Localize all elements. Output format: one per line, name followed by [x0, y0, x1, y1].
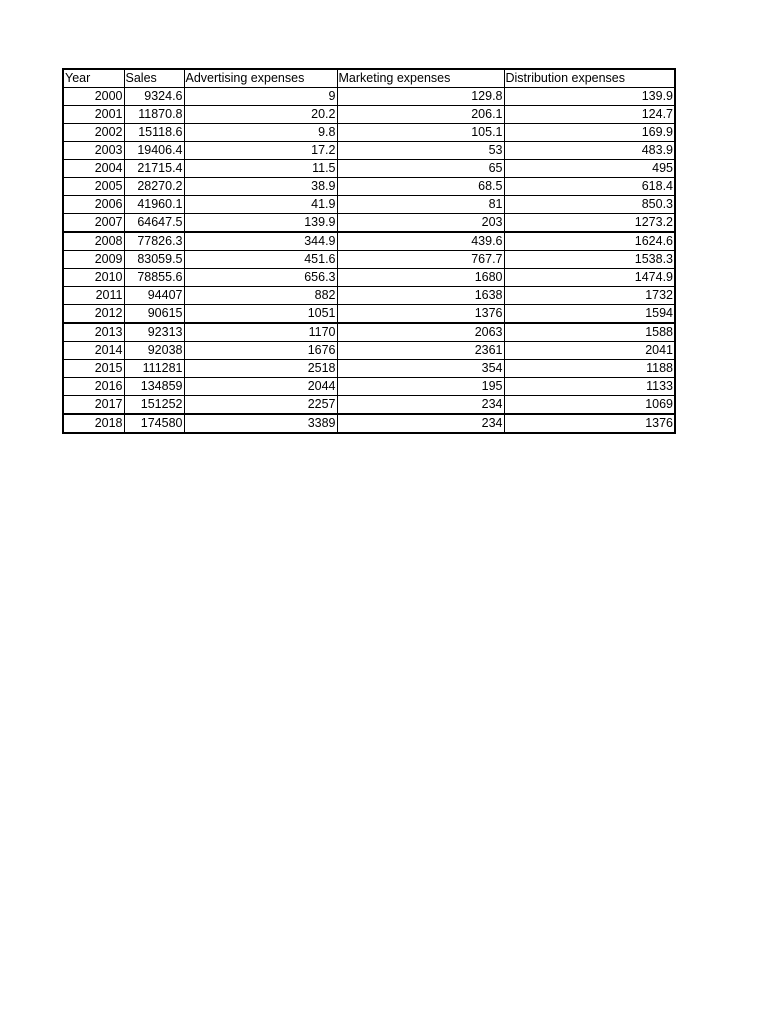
- advertising-cell[interactable]: 11.5: [184, 160, 337, 178]
- marketing-cell[interactable]: 2063: [337, 323, 504, 342]
- distribution-cell[interactable]: 1133: [504, 378, 675, 396]
- year-cell[interactable]: 2016: [63, 378, 124, 396]
- distribution-cell[interactable]: 1588: [504, 323, 675, 342]
- advertising-cell[interactable]: 139.9: [184, 214, 337, 233]
- marketing-cell[interactable]: 53: [337, 142, 504, 160]
- marketing-cell[interactable]: 81: [337, 196, 504, 214]
- sales-cell[interactable]: 90615: [124, 305, 184, 324]
- year-cell[interactable]: 2007: [63, 214, 124, 233]
- distribution-cell[interactable]: 1188: [504, 360, 675, 378]
- year-cell[interactable]: 2010: [63, 269, 124, 287]
- sales-cell[interactable]: 64647.5: [124, 214, 184, 233]
- marketing-cell[interactable]: 129.8: [337, 88, 504, 106]
- year-cell[interactable]: 2017: [63, 396, 124, 415]
- year-cell[interactable]: 2000: [63, 88, 124, 106]
- header-row: [63, 69, 675, 88]
- distribution-cell[interactable]: 1594: [504, 305, 675, 324]
- marketing-cell[interactable]: 2361: [337, 342, 504, 360]
- year-cell[interactable]: 2001: [63, 106, 124, 124]
- marketing-cell[interactable]: 1638: [337, 287, 504, 305]
- table-row: [63, 106, 675, 124]
- table-row: [63, 160, 675, 178]
- sales-cell[interactable]: 15118.6: [124, 124, 184, 142]
- marketing-cell[interactable]: 234: [337, 396, 504, 415]
- marketing-cell[interactable]: 439.6: [337, 232, 504, 251]
- table-row: [63, 342, 675, 360]
- year-cell[interactable]: 2015: [63, 360, 124, 378]
- advertising-cell[interactable]: 2257: [184, 396, 337, 415]
- sales-cell[interactable]: 9324.6: [124, 88, 184, 106]
- advertising-cell[interactable]: 9.8: [184, 124, 337, 142]
- sales-cell[interactable]: 111281: [124, 360, 184, 378]
- advertising-cell[interactable]: 38.9: [184, 178, 337, 196]
- table-header: [63, 69, 675, 88]
- header-year[interactable]: Year: [63, 69, 124, 88]
- distribution-cell[interactable]: 1732: [504, 287, 675, 305]
- distribution-cell[interactable]: 139.9: [504, 88, 675, 106]
- distribution-cell[interactable]: 1273.2: [504, 214, 675, 233]
- year-cell[interactable]: 2002: [63, 124, 124, 142]
- year-cell[interactable]: 2013: [63, 323, 124, 342]
- advertising-cell[interactable]: 344.9: [184, 232, 337, 251]
- table-row: [63, 142, 675, 160]
- table-row: [63, 360, 675, 378]
- distribution-cell[interactable]: 1069: [504, 396, 675, 415]
- advertising-cell[interactable]: 2044: [184, 378, 337, 396]
- year-cell[interactable]: 2005: [63, 178, 124, 196]
- advertising-cell[interactable]: 451.6: [184, 251, 337, 269]
- year-cell[interactable]: 2014: [63, 342, 124, 360]
- table-row: [63, 232, 675, 251]
- sales-cell[interactable]: 41960.1: [124, 196, 184, 214]
- header-marketing-expenses[interactable]: Marketing expenses: [337, 69, 504, 88]
- marketing-cell[interactable]: 68.5: [337, 178, 504, 196]
- distribution-cell[interactable]: 1376: [504, 414, 675, 433]
- header-sales[interactable]: Sales: [124, 69, 184, 88]
- table-row: [63, 88, 675, 106]
- sales-cell[interactable]: 151252: [124, 396, 184, 415]
- sales-cell[interactable]: 94407: [124, 287, 184, 305]
- advertising-cell[interactable]: 20.2: [184, 106, 337, 124]
- marketing-cell[interactable]: 354: [337, 360, 504, 378]
- marketing-cell[interactable]: 234: [337, 414, 504, 433]
- advertising-cell[interactable]: 3389: [184, 414, 337, 433]
- marketing-cell[interactable]: 1376: [337, 305, 504, 324]
- table-row: [63, 396, 675, 415]
- year-cell[interactable]: 2003: [63, 142, 124, 160]
- sales-cell[interactable]: 21715.4: [124, 160, 184, 178]
- advertising-cell[interactable]: 9: [184, 88, 337, 106]
- table-row: [63, 414, 675, 433]
- marketing-cell[interactable]: 195: [337, 378, 504, 396]
- data-table: [62, 68, 676, 434]
- advertising-cell[interactable]: 1676: [184, 342, 337, 360]
- table-row: [63, 251, 675, 269]
- table-row: [63, 214, 675, 233]
- advertising-cell[interactable]: 17.2: [184, 142, 337, 160]
- year-cell[interactable]: 2011: [63, 287, 124, 305]
- table-row: [63, 305, 675, 324]
- distribution-cell[interactable]: 850.3: [504, 196, 675, 214]
- advertising-cell[interactable]: 1051: [184, 305, 337, 324]
- marketing-cell[interactable]: 767.7: [337, 251, 504, 269]
- sales-cell[interactable]: 92038: [124, 342, 184, 360]
- distribution-cell[interactable]: 169.9: [504, 124, 675, 142]
- advertising-cell[interactable]: 656.3: [184, 269, 337, 287]
- sales-cell[interactable]: 77826.3: [124, 232, 184, 251]
- marketing-cell[interactable]: 206.1: [337, 106, 504, 124]
- distribution-cell[interactable]: 1624.6: [504, 232, 675, 251]
- year-cell[interactable]: 2006: [63, 196, 124, 214]
- sales-cell[interactable]: 78855.6: [124, 269, 184, 287]
- table-body: [63, 88, 675, 434]
- distribution-cell[interactable]: 495: [504, 160, 675, 178]
- advertising-cell[interactable]: 41.9: [184, 196, 337, 214]
- table-row: [63, 124, 675, 142]
- marketing-cell[interactable]: 105.1: [337, 124, 504, 142]
- marketing-cell[interactable]: 203: [337, 214, 504, 233]
- advertising-cell[interactable]: 2518: [184, 360, 337, 378]
- header-distribution-expenses[interactable]: Distribution expenses: [504, 69, 675, 88]
- year-cell[interactable]: 2012: [63, 305, 124, 324]
- sales-cell[interactable]: 92313: [124, 323, 184, 342]
- sales-cell[interactable]: 28270.2: [124, 178, 184, 196]
- year-cell[interactable]: 2008: [63, 232, 124, 251]
- distribution-cell[interactable]: 1538.3: [504, 251, 675, 269]
- table-row: [63, 323, 675, 342]
- sales-cell[interactable]: 134859: [124, 378, 184, 396]
- sales-cell[interactable]: 83059.5: [124, 251, 184, 269]
- distribution-cell[interactable]: 124.7: [504, 106, 675, 124]
- header-advertising-expenses[interactable]: Advertising expenses: [184, 69, 337, 88]
- distribution-cell[interactable]: 2041: [504, 342, 675, 360]
- table-row: [63, 178, 675, 196]
- sales-cell[interactable]: 19406.4: [124, 142, 184, 160]
- table-row: [63, 378, 675, 396]
- distribution-cell[interactable]: 483.9: [504, 142, 675, 160]
- table-row: [63, 196, 675, 214]
- advertising-cell[interactable]: 882: [184, 287, 337, 305]
- year-cell[interactable]: 2004: [63, 160, 124, 178]
- marketing-cell[interactable]: 1680: [337, 269, 504, 287]
- table-row: [63, 269, 675, 287]
- distribution-cell[interactable]: 618.4: [504, 178, 675, 196]
- advertising-cell[interactable]: 1170: [184, 323, 337, 342]
- distribution-cell[interactable]: 1474.9: [504, 269, 675, 287]
- sales-cell[interactable]: 11870.8: [124, 106, 184, 124]
- sales-cell[interactable]: 174580: [124, 414, 184, 433]
- year-cell[interactable]: 2018: [63, 414, 124, 433]
- marketing-cell[interactable]: 65: [337, 160, 504, 178]
- table-row: [63, 287, 675, 305]
- year-cell[interactable]: 2009: [63, 251, 124, 269]
